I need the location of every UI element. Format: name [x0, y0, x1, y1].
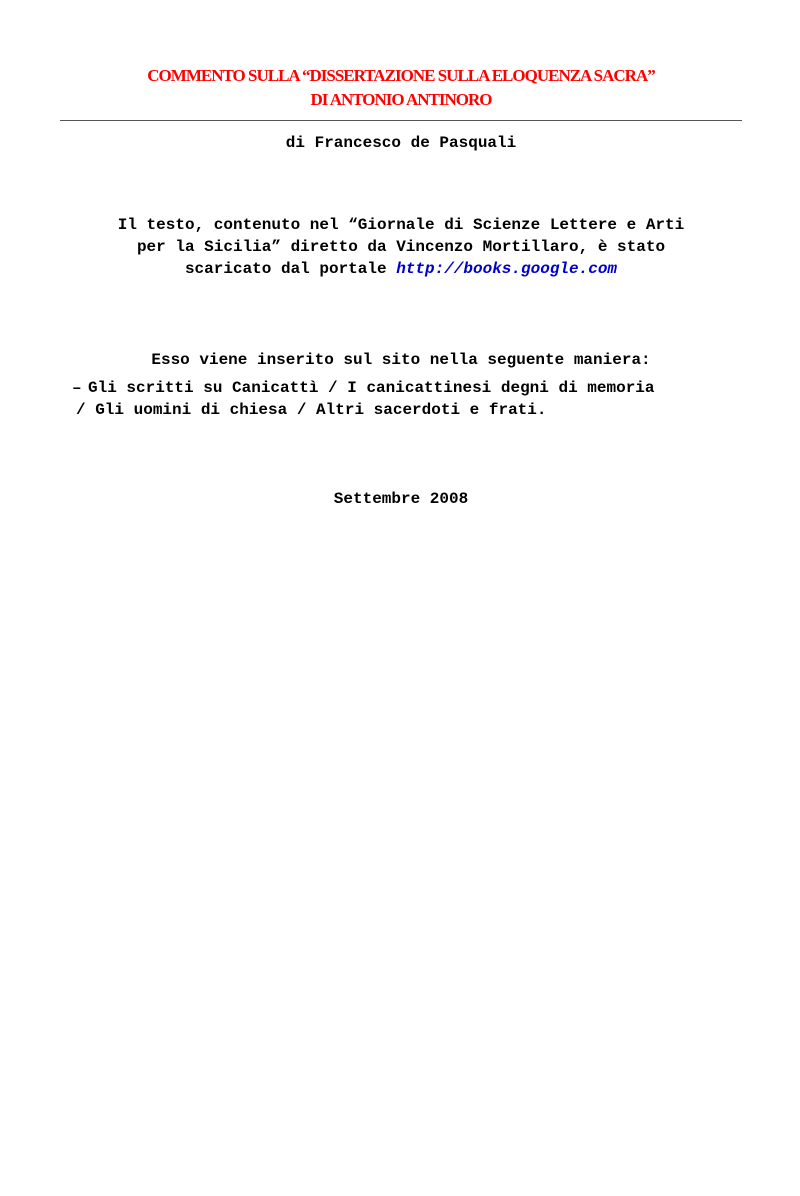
source-line-1: Il testo, contenuto nel “Giornale di Scienze Lettere e Arti — [117, 216, 685, 234]
site-path-line-2: / Gli uomini di chiesa / Altri sacerdoti e frati. — [76, 401, 547, 419]
intro-line: Esso viene inserito sul sito nella seguente maniera: — [151, 351, 651, 369]
title-line-2: DI ANTONIO ANTINORO — [310, 90, 492, 109]
source-line-3-text: scaricato dal portale — [184, 260, 397, 278]
title-line-1: COMMENTO SULLA “DISSERTAZIONE SULLA ELOQUENZA SACRA” — [147, 66, 655, 85]
document-title — [60, 64, 742, 112]
source-line-3 — [60, 258, 742, 280]
author-line: di Francesco de Pasquali — [285, 134, 517, 152]
site-path-line-1: Gli scritti su Canicattì / I canicattinesi degni di memoria — [88, 379, 655, 397]
source-paragraph — [60, 214, 742, 280]
source-line-2: per la Sicilia” diretto da Vincenzo Mortillaro, è stato — [136, 238, 666, 256]
date-line: Settembre 2008 — [333, 490, 469, 508]
horizontal-rule — [60, 120, 742, 121]
books-google-link[interactable]: http://books.google.com — [396, 260, 618, 278]
dash-bullet: – — [72, 379, 82, 397]
